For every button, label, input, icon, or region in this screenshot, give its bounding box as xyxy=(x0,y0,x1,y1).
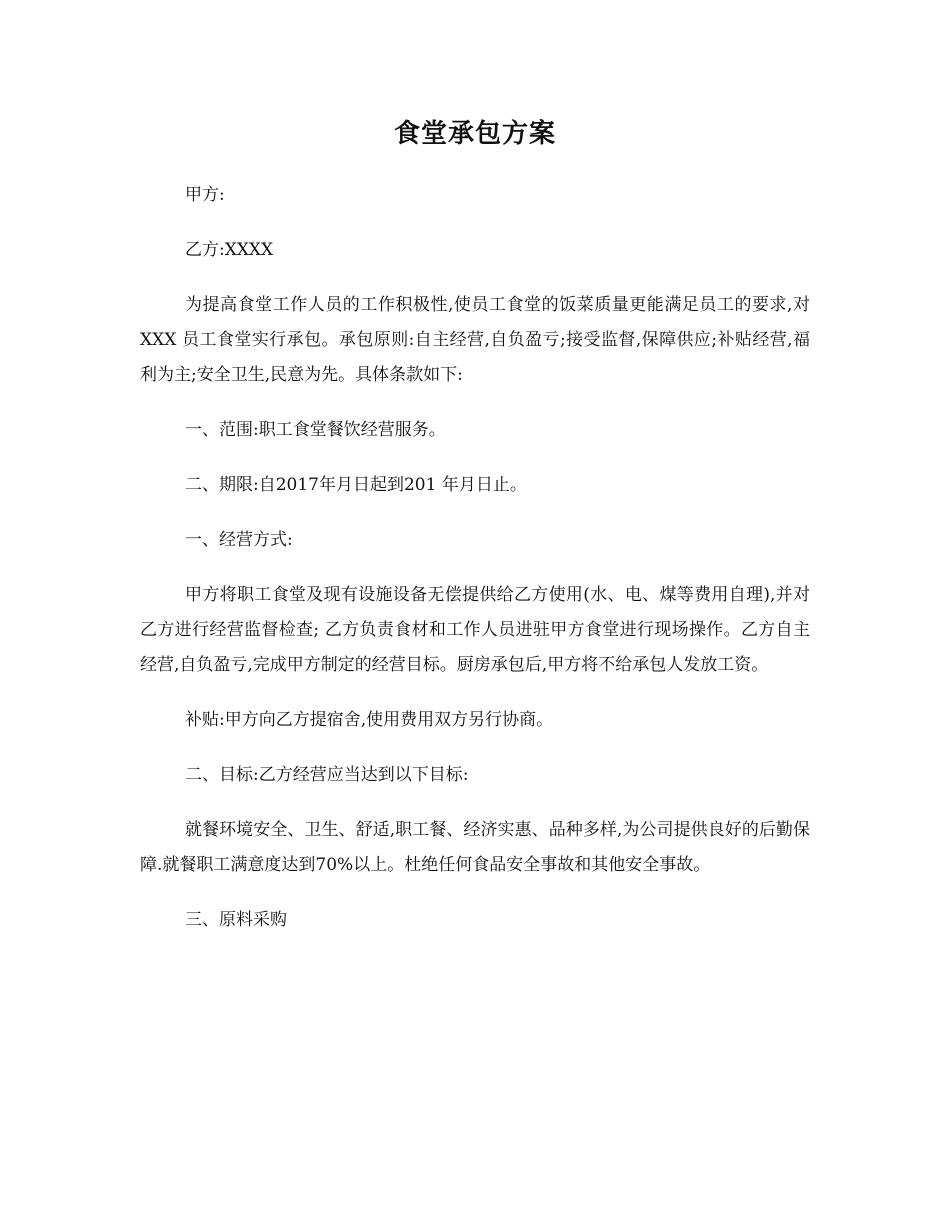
subsidy-clause: 补贴:甲方向乙方提宿舍,使用费用双方另行协商。 xyxy=(185,710,554,730)
intro-paragraph: 为提高食堂工作人员的工作积极性,使员工食堂的饭菜质量更能满足员工的要求,对XXX 员工食堂实行承包。承包原则:自主经营,自负盈亏;接受监督,保障供应;补贴经营,福利为主;安全卫生,民意为先。具体条款如下: xyxy=(140,295,810,385)
operation-mode-paragraph: 甲方将职工食堂及现有设施设备无偿提供给乙方使用(水、电、煤等费用自理),并对乙方进行经营监督检查; 乙方负责食材和工作人员进驻甲方食堂进行现场操作。乙方自主经营,自负盈亏,完成甲方制定的经营目标。厨房承包后,甲方将不给承包人发放工资。 xyxy=(140,585,810,675)
operation-mode-heading: 一、经营方式: xyxy=(185,530,293,550)
document-body xyxy=(140,178,810,958)
goals-paragraph: 就餐环境安全、卫生、舒适,职工餐、经济实惠、品种多样,为公司提供良好的后勤保障.就餐职工满意度达到70%以上。杜绝任何食品安全事故和其他安全事故。 xyxy=(140,820,810,875)
term-clause: 二、期限:自2017年月日起到201 年月日止。 xyxy=(185,475,527,495)
procurement-heading: 三、原料采购 xyxy=(185,910,287,930)
party-b-line: 乙方:XXXX xyxy=(185,240,274,260)
scope-clause: 一、范围:职工食堂餐饮经营服务。 xyxy=(185,420,446,440)
goals-heading: 二、目标:乙方经营应当达到以下目标: xyxy=(185,765,469,785)
party-a-line: 甲方: xyxy=(185,185,225,205)
document-title: 食堂承包方案 xyxy=(393,119,556,149)
